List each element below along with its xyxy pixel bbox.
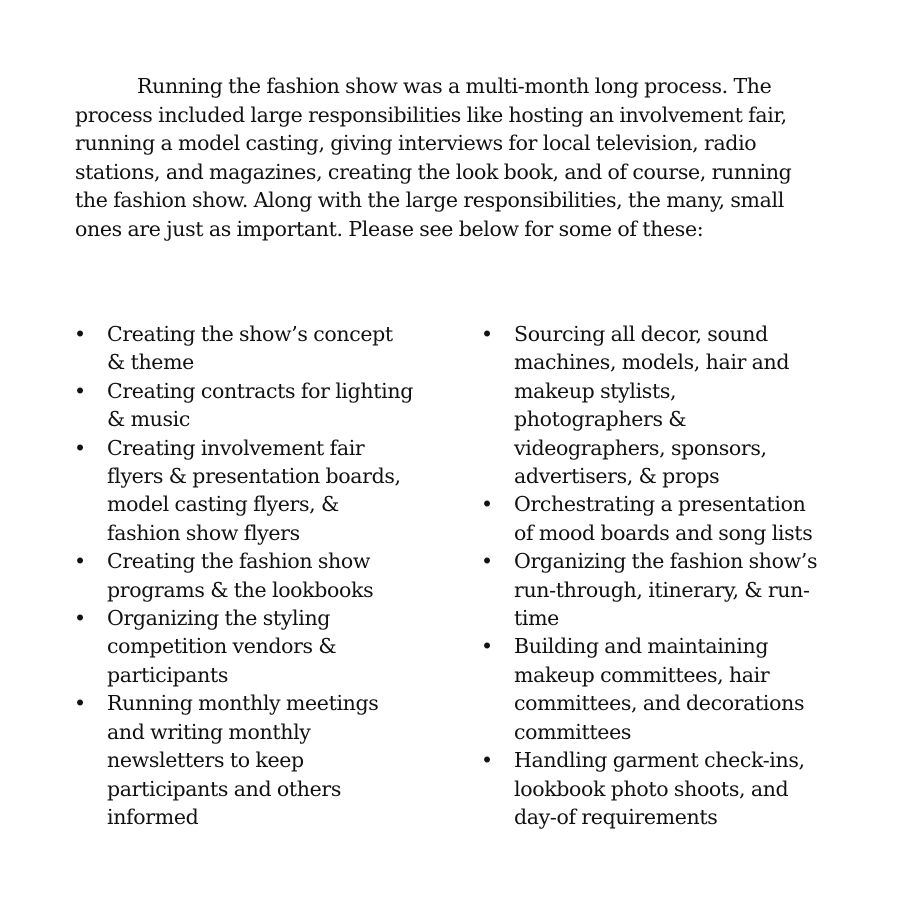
bullet-icon: •: [481, 634, 493, 659]
bullet-icon: •: [481, 748, 493, 773]
list-item: [74, 434, 429, 548]
list-item-line: makeup committees, hair: [514, 662, 770, 687]
list-item-line: lookbook photo shoots, and: [514, 776, 789, 801]
list-item-line: newsletters to keep: [107, 748, 304, 773]
list-item-line: Organizing the styling: [107, 606, 331, 631]
list-item-line: model casting flyers, &: [107, 492, 339, 517]
intro-line: the fashion show. Along with the large responsibilities, the many, small: [75, 188, 784, 213]
bullet-icon: •: [481, 549, 493, 574]
list-item-line: Creating involvement fair: [107, 435, 365, 460]
list-item-line: Organizing the fashion show’s: [514, 549, 818, 574]
list-item-line: programs & the lookbooks: [107, 577, 374, 602]
list-item-line: makeup stylists,: [514, 378, 677, 403]
list-item-line: Sourcing all decor, sound: [514, 322, 768, 346]
list-item-line: Orchestrating a presentation: [514, 492, 806, 517]
bullet-icon: •: [74, 549, 86, 574]
right-bullet-list: [481, 320, 846, 831]
list-item: [74, 547, 429, 604]
intro-line: running a model casting, giving interviews for local television, radio: [75, 131, 757, 156]
list-item-line: Creating contracts for lighting: [107, 378, 413, 403]
list-item-line: run-through, itinerary, & run-: [514, 577, 810, 602]
intro-paragraph: [75, 72, 835, 244]
list-item-line: participants and others: [107, 776, 342, 801]
list-item: [74, 377, 429, 434]
bullet-icon: •: [74, 606, 86, 631]
list-item-line: of mood boards and song lists: [514, 520, 813, 545]
list-item-line: Handling garment check-ins,: [514, 748, 805, 773]
left-bullet-list: [74, 320, 429, 831]
list-item-line: fashion show flyers: [107, 520, 300, 545]
list-item-line: participants: [107, 662, 229, 687]
list-item-line: Creating the show’s concept: [107, 322, 393, 346]
bullet-icon: •: [74, 435, 86, 460]
list-item-line: flyers & presentation boards,: [107, 464, 401, 489]
list-item: [74, 604, 429, 689]
list-item-line: advertisers, & props: [514, 464, 720, 489]
bullet-icon: •: [481, 492, 493, 517]
list-item: [481, 490, 846, 547]
list-item: [481, 547, 846, 632]
list-item-line: videographers, sponsors,: [514, 435, 767, 460]
bullet-icon: •: [74, 378, 86, 403]
list-item-line: committees: [514, 719, 632, 744]
intro-line: Running the fashion show was a multi-month long process. The: [137, 74, 772, 98]
bullet-icon: •: [74, 322, 86, 346]
list-item: [481, 746, 846, 831]
list-item-line: and writing monthly: [107, 719, 311, 744]
bullet-icon: •: [481, 322, 493, 346]
intro-line: ones are just as important. Please see below for some of these:: [75, 216, 704, 241]
bullet-icon: •: [74, 691, 86, 716]
list-item: [74, 320, 429, 377]
list-item-line: & music: [107, 407, 191, 432]
list-item: [481, 632, 846, 746]
list-item-line: machines, models, hair and: [514, 350, 790, 375]
list-item-line: photographers &: [514, 407, 687, 432]
list-item: [74, 689, 429, 831]
list-item: [481, 320, 846, 490]
intro-line: process included large responsibilities like hosting an involvement fair,: [75, 102, 787, 127]
list-item-line: informed: [107, 804, 199, 829]
list-item-line: Creating the fashion show: [107, 549, 371, 574]
list-item-line: Building and maintaining: [514, 634, 769, 659]
list-item-line: & theme: [107, 350, 194, 375]
list-item-line: committees, and decorations: [514, 691, 805, 716]
list-item-line: competition vendors &: [107, 634, 337, 659]
list-item-line: time: [514, 606, 559, 631]
list-item-line: day-of requirements: [514, 804, 718, 829]
intro-line: stations, and magazines, creating the look book, and of course, running: [75, 159, 792, 184]
list-item-line: Running monthly meetings: [107, 691, 379, 716]
